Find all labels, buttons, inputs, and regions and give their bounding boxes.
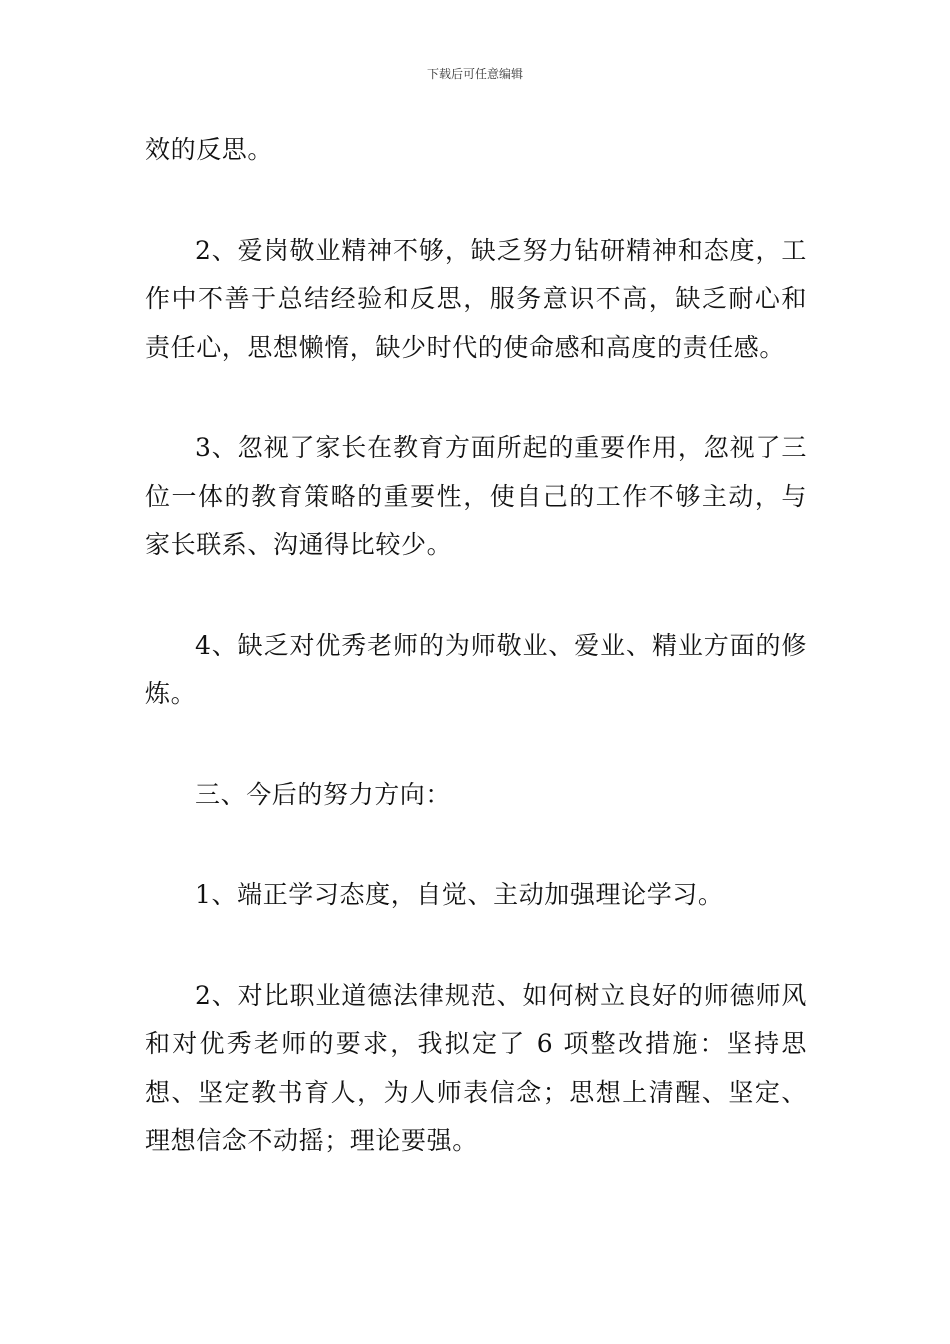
paragraph-measure-2: 2、对比职业道德法律规范、如何树立良好的师德师风和对优秀老师的要求，我拟定了 6 项整改措施：坚持思想、坚定教书育人，为人师表信念；思想上清醒、坚定、理想信念不动摇；理论要强。 [145,980,807,1155]
paragraph-continuation: 效的反思。 [145,135,274,164]
page-header: 下载后可任意编辑 [426,67,523,81]
paragraph-item-2: 2、爱岗敬业精神不够，缺乏努力钻研精神和态度，工作中不善于总结经验和反思，服务意识不高，缺乏耐心和责任心，思想懒惰，缺少时代的使命感和高度的责任感。 [145,235,807,362]
section-heading-3: 三、今后的努力方向： [195,779,452,809]
paragraph-item-4: 4、缺乏对优秀老师的为师敬业、爱业、精业方面的修炼。 [145,630,807,708]
document-body [145,126,807,1166]
paragraph-measure-1: 1、端正学习态度，自觉、主动加强理论学习。 [195,880,724,909]
paragraph-item-3: 3、忽视了家长在教育方面所起的重要作用，忽视了三位一体的教育策略的重要性，使自己的工作不够主动，与家长联系、沟通得比较少。 [145,433,807,559]
